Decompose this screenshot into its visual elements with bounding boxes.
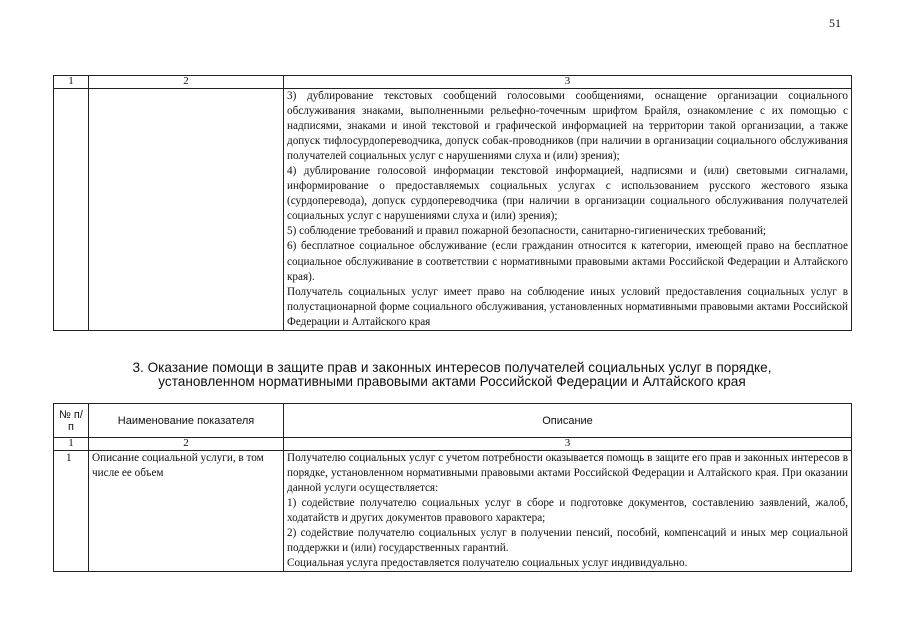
description-cell bbox=[284, 451, 852, 572]
header-cell-1: 1 bbox=[54, 76, 89, 89]
paragraph: 6) бесплатное социальное обслуживание (если гражданин относится к категории, имеющей право на бесплатное социальное обслуживание в соответствии с нормативными правовыми актами Российской Федерации и Алтайского края). bbox=[287, 240, 848, 283]
section-title-line-1: 3. Оказание помощи в защите прав и законных интересов получателей социальных услуг в порядке, bbox=[132, 360, 772, 375]
paragraph: 5) соблюдение требований и правил пожарной безопасности, санитарно-гигиенических требований; bbox=[287, 225, 767, 238]
indicator-name: Описание социальной услуги, в том числе ее объем bbox=[89, 451, 284, 572]
paragraph: 3) дублирование текстовых сообщений голосовыми сообщениями, оснащение организации социального обслуживания знаками, выполненными рельефно-точечным шрифтом Брайля, ознакомление с их помощью с надписями, знаками и иной текстовой и графической информацией на территории такой организации, а также допуск тифлосурдопереводчика, допуск собак-проводников (при наличии в организации социального обслуживания получателей социальных услуг с нарушениями слуха и (или) зрения); bbox=[287, 90, 848, 163]
paragraph: Получателю социальных услуг с учетом потребности оказывается помощь в защите его прав и законных интересов в порядке, установленном нормативными правовыми актами Российской Федерации и Алтайского края. При оказании данной услуги осуществляется: bbox=[287, 452, 848, 495]
service-table bbox=[53, 403, 852, 572]
column-header-indicator: Наименование показателя bbox=[89, 404, 284, 438]
column-header-row bbox=[54, 404, 852, 438]
empty-cell bbox=[54, 89, 89, 331]
header-cell-3: 3 bbox=[284, 76, 852, 89]
paragraph: Получатель социальных услуг имеет право на соблюдение иных условий предоставления социальных услуг в полустационарной форме социального обслуживания, установленных нормативными правовыми актами Российской Федерации и Алтайского края bbox=[287, 285, 848, 328]
column-header-description: Описание bbox=[284, 404, 852, 438]
empty-cell bbox=[89, 89, 284, 331]
row-number: 1 bbox=[54, 451, 89, 572]
paragraph: 4) дублирование голосовой информации текстовой информацией, надписями и (или) световыми сигналами, информирование о предоставляемых социальных услугах с использованием русского жестового языка (сурдоперевода), допуск сурдопереводчика (при наличии в организации социального обслуживания получателей социальных услуг с нарушениями слуха и (или) зрения); bbox=[287, 165, 848, 223]
section-title-line-2: установленном нормативными правовыми актами Российской Федерации и Алтайского края bbox=[158, 374, 746, 389]
table-header-row bbox=[54, 76, 852, 89]
paragraph: 1) содействие получателю социальных услуг в сборе и подготовке документов, составлению заявлений, жалоб, ходатайств и других документов правового характера; bbox=[287, 497, 848, 525]
page-number: 51 bbox=[829, 16, 841, 30]
paragraph: Социальная услуга предоставляется получателю социальных услуг индивидуально. bbox=[287, 557, 688, 570]
conditions-cell bbox=[284, 89, 852, 331]
section-title bbox=[53, 361, 851, 389]
table-row bbox=[54, 89, 852, 331]
header-cell-2: 2 bbox=[89, 76, 284, 89]
header-cell-2: 2 bbox=[89, 438, 284, 451]
paragraph: 2) содействие получателю социальных услуг в получении пенсий, пособий, компенсаций и иных мер социальной поддержки и (или) государственных гарантий. bbox=[287, 527, 848, 555]
header-cell-3: 3 bbox=[284, 438, 852, 451]
column-header-number: № п/п bbox=[54, 404, 89, 438]
table-header-row bbox=[54, 438, 852, 451]
table-row bbox=[54, 451, 852, 572]
continued-table bbox=[53, 75, 852, 331]
header-cell-1: 1 bbox=[54, 438, 89, 451]
